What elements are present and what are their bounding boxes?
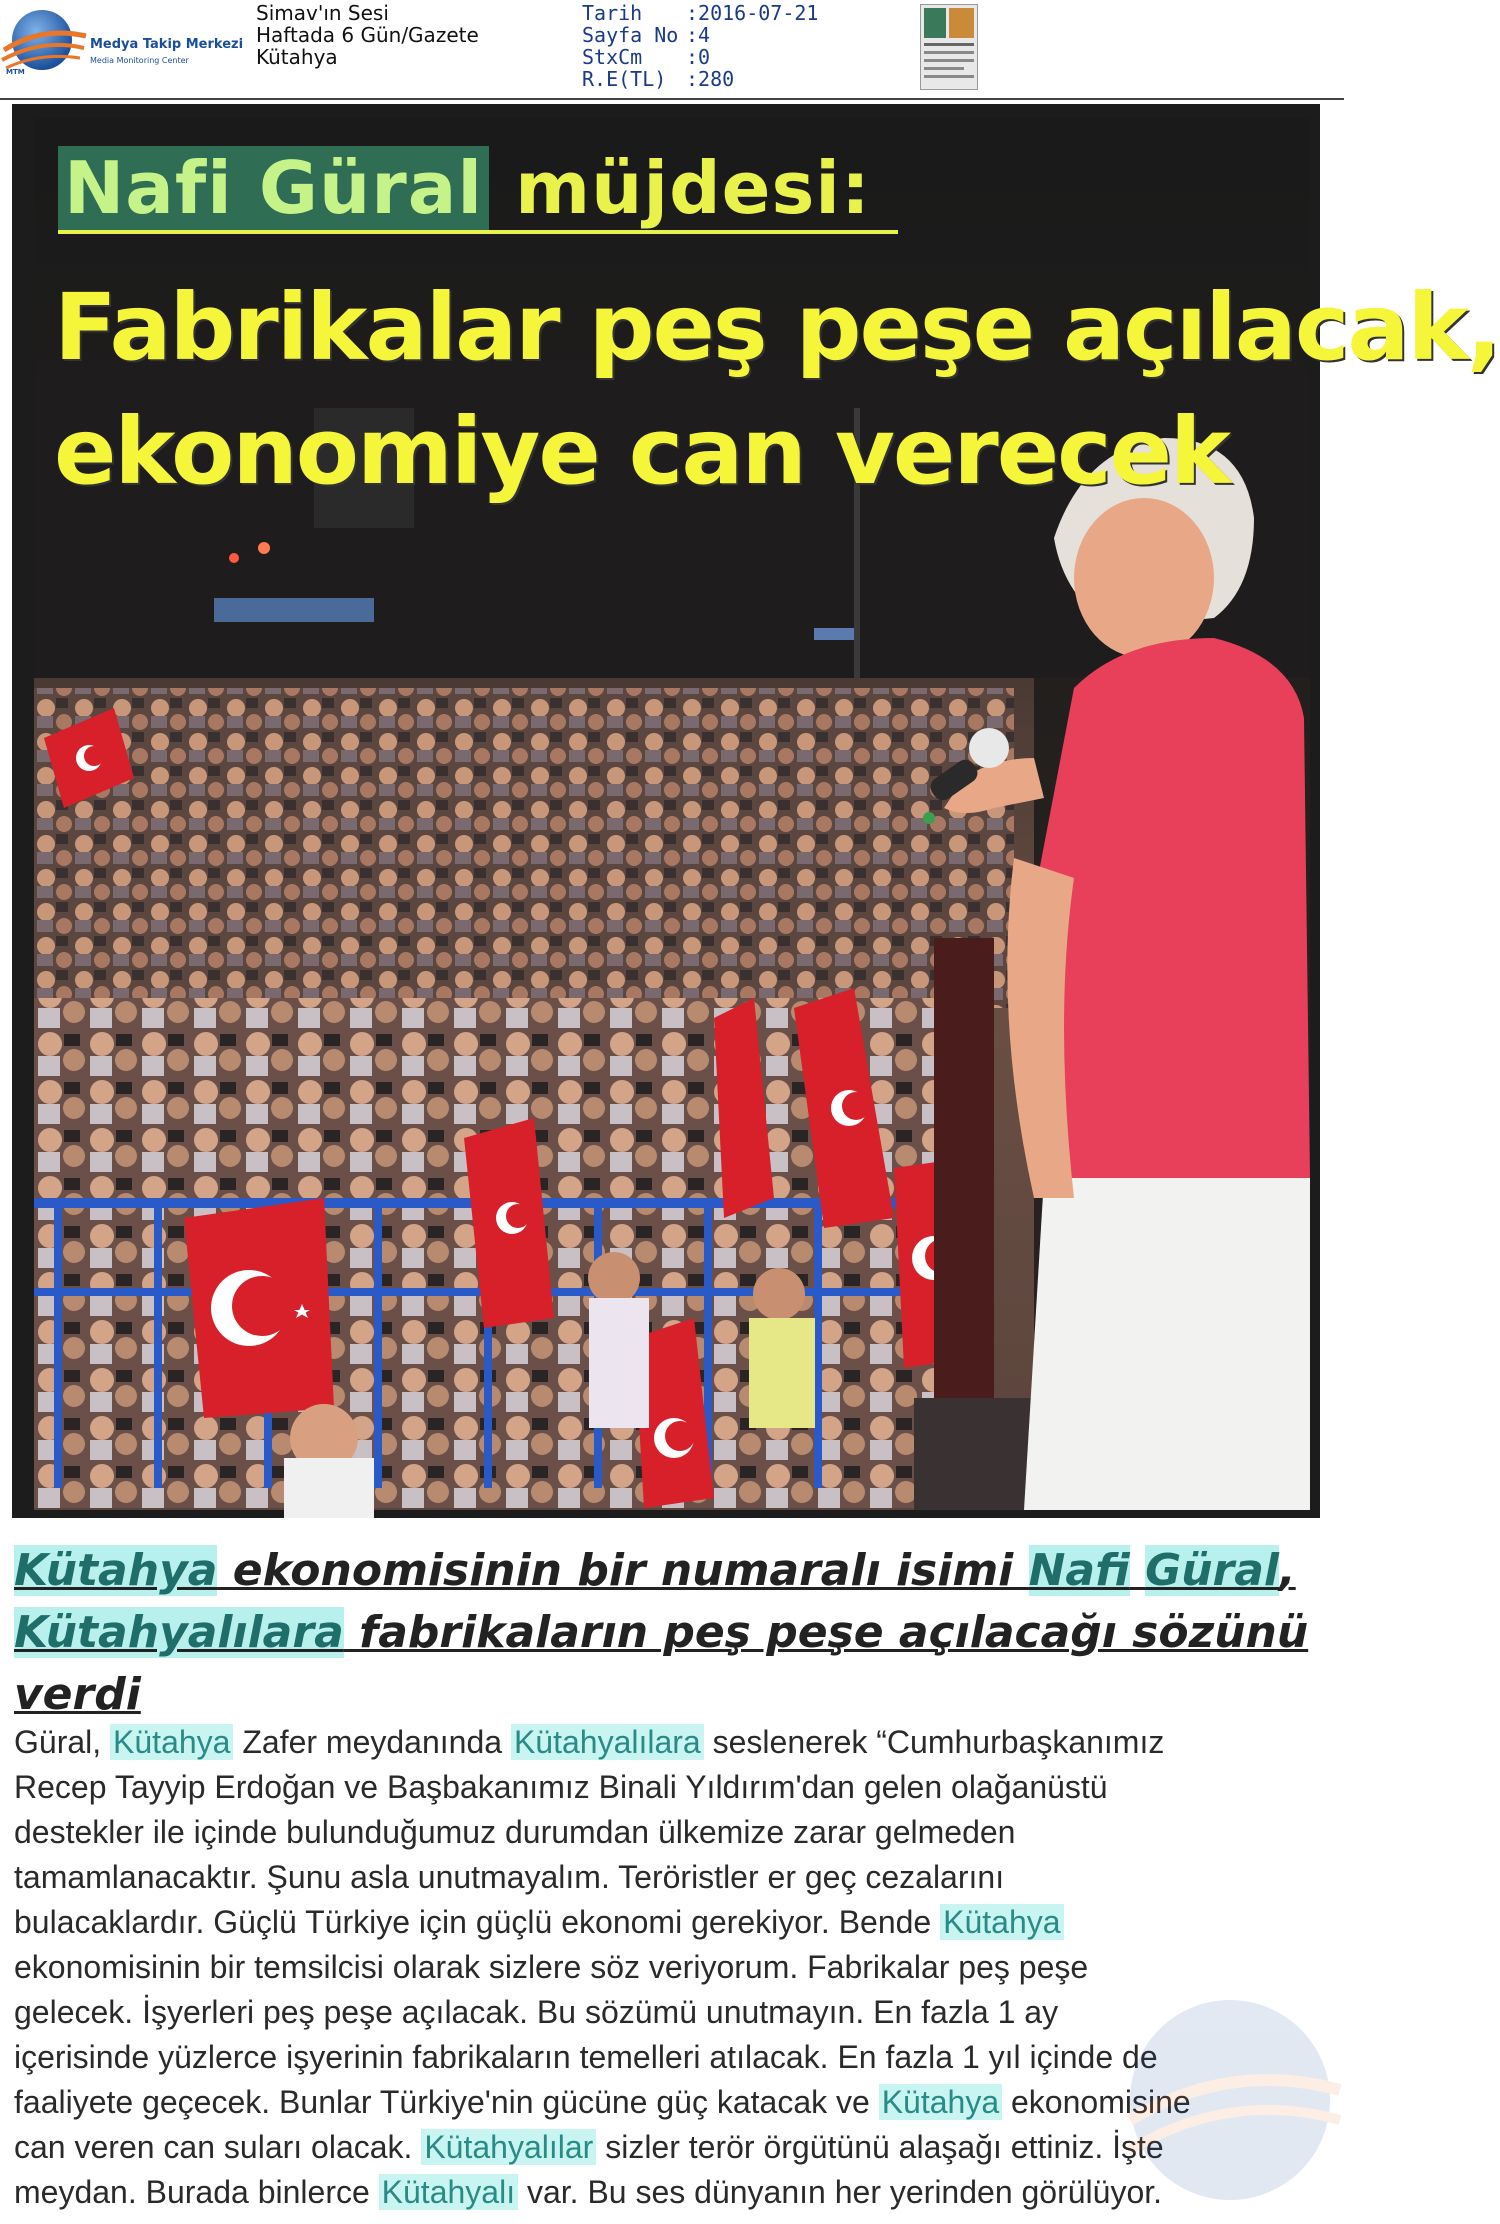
- watermark-logo: [1120, 1990, 1340, 2210]
- media-monitoring-logo: [0, 6, 255, 82]
- publication-frequency: Haftada 6 Gün/Gazete: [256, 23, 479, 47]
- kicker-name: Nafi Güral: [58, 146, 489, 230]
- body-line: [14, 1855, 1324, 1900]
- meta-value: :0: [686, 45, 711, 69]
- deck-text: fabrikaların peş peşe açılacağı sözünü verdi: [14, 1607, 1309, 1720]
- headline-line: ekonomiye can verecek: [54, 398, 1230, 505]
- meta-row-page: [582, 24, 818, 46]
- body-text-segment: ekonomisine: [1002, 2084, 1191, 2120]
- meta-label: StxCm: [582, 45, 643, 69]
- meta-label: Sayfa No: [582, 23, 679, 47]
- deck-text: ekonomisinin bir numaralı isimi: [217, 1545, 1029, 1596]
- deck-text: [1130, 1545, 1145, 1596]
- photo-headline: [54, 266, 1500, 514]
- photo-kicker: [58, 146, 871, 230]
- body-text-segment: gelecek. İşyerleri peş peşe açılacak. Bu sözümü unutmayın. En fazla 1 ay: [14, 1994, 1059, 2030]
- source-info: [256, 2, 479, 68]
- body-text-segment: var. Bu ses dünyanın her yerinden görülüyor.: [518, 2174, 1163, 2210]
- meta-row-ad-value: [582, 68, 818, 90]
- body-text-segment: seslenerek “Cumhurbaşkanımız: [703, 1724, 1165, 1760]
- keyword-highlight: Kütahya: [940, 1904, 1063, 1940]
- rally-photo: [34, 118, 1500, 1510]
- kicker-underline: [58, 230, 898, 234]
- meta-row-date: [582, 2, 818, 24]
- article-deck: [14, 1540, 1314, 1726]
- meta-value: :4: [686, 23, 711, 47]
- body-line: [14, 1765, 1324, 1810]
- page-thumbnail[interactable]: [920, 4, 978, 90]
- body-text-segment: faaliyete geçecek. Bunlar Türkiye'nin gücüne güç katacak ve: [14, 2084, 879, 2120]
- body-text-segment: içerisinde yüzlerce işyerinin fabrikaların temelleri atılacak. En fazla 1 yıl içinde de: [14, 2039, 1158, 2075]
- body-line: [14, 1720, 1324, 1765]
- body-line: [14, 1945, 1324, 1990]
- meta-label: Tarih: [582, 1, 643, 25]
- body-text-segment: can veren can suları olacak.: [14, 2129, 422, 2165]
- body-text-segment: destekler ile içinde bulunduğumuz durumdan ülkemize zarar gelmeden: [14, 1814, 1016, 1850]
- body-line: [14, 1900, 1324, 1945]
- publication-city: Kütahya: [256, 45, 338, 69]
- body-text-segment: Recep Tayyip Erdoğan ve Başbakanımız Binali Yıldırım'dan gelen olağanüstü: [14, 1769, 1108, 1805]
- body-text-segment: meydan. Burada binlerce: [14, 2174, 379, 2210]
- meta-value: :280: [686, 67, 735, 91]
- meta-label: R.E(TL): [582, 67, 667, 91]
- logo-abbreviation: MTM: [6, 68, 25, 76]
- body-text-segment: tamamlanacaktır. Şunu asla unutmayalım. Teröristler er geç cezalarını: [14, 1859, 1005, 1895]
- deck-text: ,: [1279, 1545, 1296, 1596]
- clipping-metadata: [582, 2, 818, 90]
- body-text-segment: Zafer meydanında: [233, 1724, 511, 1760]
- kicker-rest: müjdesi:: [489, 146, 871, 230]
- deck-keyword: Kütahyalılara: [14, 1607, 344, 1658]
- keyword-highlight: Kütahya: [879, 2084, 1002, 2120]
- body-line: [14, 1810, 1324, 1855]
- deck-keyword: Kütahya: [14, 1545, 218, 1596]
- body-text-segment: sizler terör örgütünü alaşağı ettiniz. İşte: [596, 2129, 1164, 2165]
- keyword-highlight: Kütahya: [110, 1724, 233, 1760]
- meta-value: :2016-07-21: [686, 1, 819, 25]
- logo-name: Medya Takip Merkezi: [90, 37, 244, 52]
- deck-keyword: Güral: [1145, 1545, 1279, 1596]
- body-text-segment: Güral,: [14, 1724, 111, 1760]
- news-photo-frame: [12, 104, 1500, 1518]
- deck-keyword: Nafi: [1028, 1545, 1130, 1596]
- keyword-highlight: Kütahyalılara: [511, 1724, 704, 1760]
- body-text-segment: bulacaklardır. Güçlü Türkiye için güçlü ekonomi gerekiyor. Bende: [14, 1904, 941, 1940]
- headline-line: Fabrikalar peş peşe açılacak,: [54, 274, 1500, 381]
- keyword-highlight: Kütahyalı: [379, 2174, 518, 2210]
- publication-name: Simav'ın Sesi: [256, 1, 389, 25]
- logo-subtitle: Media Monitoring Center: [90, 56, 189, 65]
- keyword-highlight: Kütahyalılar: [421, 2129, 596, 2165]
- clipping-header: [0, 0, 1344, 98]
- meta-row-stxcm: [582, 46, 818, 68]
- header-divider: [0, 98, 1344, 100]
- body-text-segment: ekonomisinin bir temsilcisi olarak sizlere söz veriyorum. Fabrikalar peş peşe: [14, 1949, 1089, 1985]
